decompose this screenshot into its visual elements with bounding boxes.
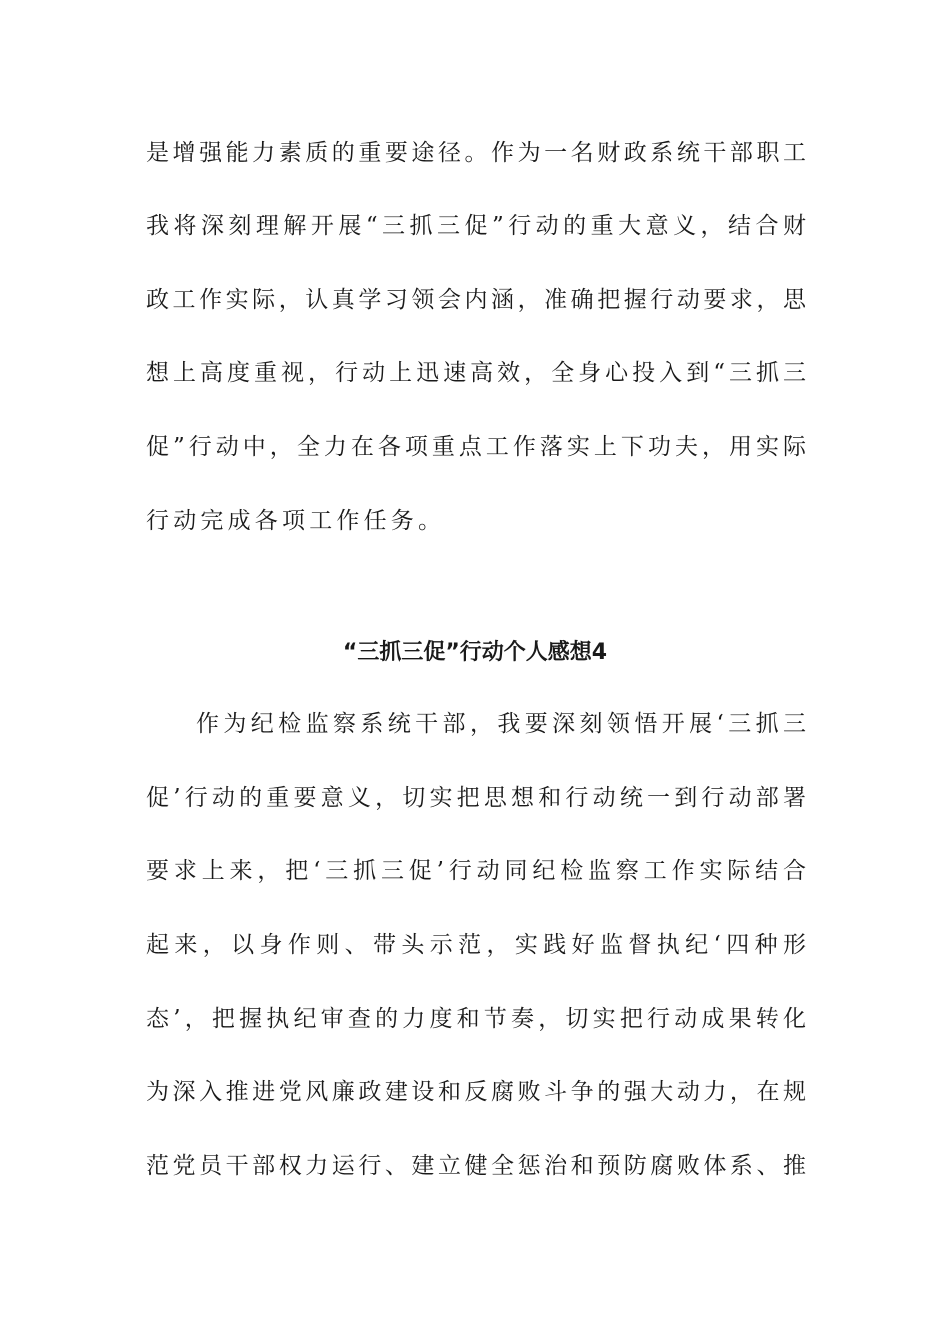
paragraph-line: 态’，把握执纪审查的力度和节奏，切实把行动成果转化 [146,1006,806,1032]
paragraph-line: 政工作实际，认真学习领会内涵，准确把握行动要求，思 [146,287,806,313]
paragraph-line: 范党员干部权力运行、建立健全惩治和预防腐败体系、推 [146,1153,806,1179]
paragraph-line: 想上高度重视，行动上迅速高效，全身心投入到“三抓三 [146,360,806,386]
paragraph-line: 我将深刻理解开展“三抓三促”行动的重大意义，结合财 [146,213,806,239]
paragraph-line: 促’行动的重要意义，切实把思想和行动统一到行动部署 [146,785,806,811]
paragraph-line: 作为纪检监察系统干部，我要深刻领悟开展‘三抓三 [196,711,806,737]
paragraph-line: 要求上来，把‘三抓三促’行动同纪检监察工作实际结合 [146,858,806,884]
paragraph-line: 行动完成各项工作任务。 [146,508,446,534]
paragraph-line: 促”行动中，全力在各项重点工作落实上下功夫，用实际 [146,434,806,460]
paragraph-line: 为深入推进党风廉政建设和反腐败斗争的强大动力，在规 [146,1079,806,1105]
section-heading: “三抓三促”行动个人感想4 [342,640,608,665]
paragraph-line: 起来，以身作则、带头示范，实践好监督执纪‘四种形 [146,932,806,958]
paragraph-line: 是增强能力素质的重要途径。作为一名财政系统干部职工 [146,140,806,166]
